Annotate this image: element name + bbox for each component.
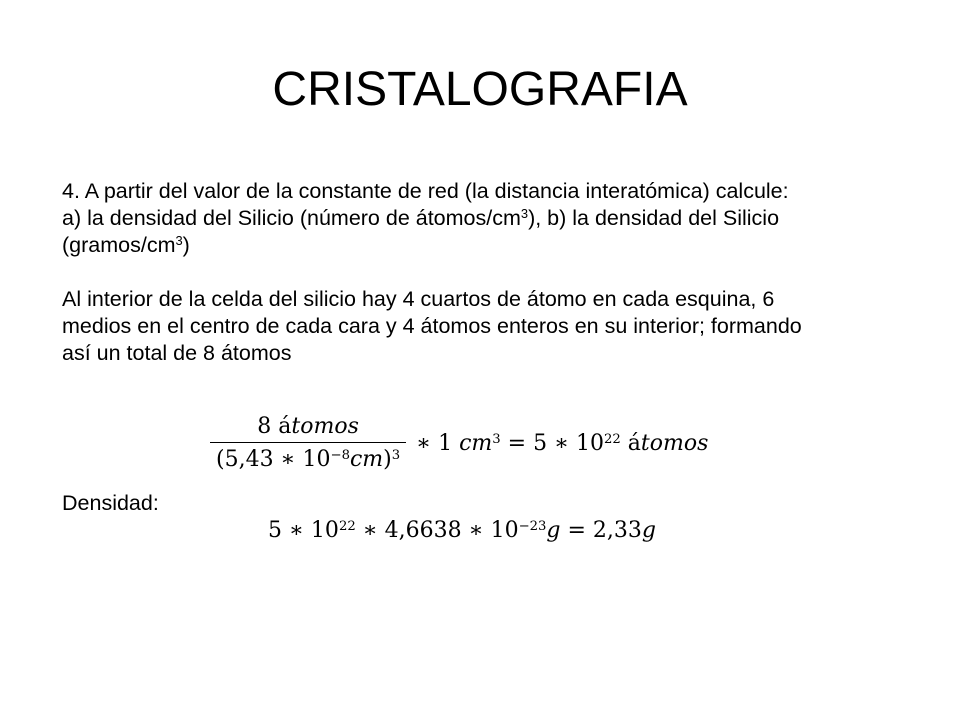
exponent: 3 [492,431,501,447]
mass-density-equation [268,518,656,543]
term: 5 ∗ 10 [268,518,339,543]
problem-statement [62,178,912,259]
multiply-term: ∗ 1 [416,430,460,456]
denominator-text: (5,43 ∗ 10 [216,447,331,472]
exponent: 22 [604,431,621,447]
explanation-paragraph [62,286,912,367]
exponent: −23 [518,518,547,534]
unit: g [641,518,657,543]
result-value: = 2,33 [560,518,642,543]
fraction [210,414,406,472]
result-word: tomos [640,430,709,456]
density-label: Densidad: [62,491,159,515]
denominator-close: ) [383,447,392,472]
denominator-unit: cm [349,447,384,472]
superscript: 3 [175,232,183,248]
unit: g [546,518,561,543]
result-text: á [620,430,641,456]
equals-term: = 5 ∗ 10 [500,430,605,456]
problem-line-1: 4. A partir del valor de la constante de red (la distancia interatómica) calcule: [62,179,789,203]
problem-line-3-text: (gramos/cm [62,233,176,257]
fraction-denominator [210,443,406,472]
fraction-numerator [251,414,365,442]
explanation-line-3: así un total de 8 átomos [62,341,292,365]
superscript: 3 [520,205,529,221]
explanation-line-1: Al interior de la celda del silicio hay 4 cuartos de átomo en cada esquina, 6 [62,287,775,311]
problem-line-2-text: a) la densidad del Silicio (número de átomos/cm [62,206,521,230]
slide-title: CRISTALOGRAFIA [272,63,688,116]
term: ∗ 4,6638 ∗ 10 [355,518,519,543]
atom-density-equation [210,410,708,476]
exponent: 22 [338,518,356,534]
problem-line-2-tail: ), b) la densidad del Silicio [528,206,780,230]
exponent: 3 [391,447,401,463]
problem-line-3-tail: ) [182,233,190,257]
equation-rhs [416,431,708,456]
problem-line-2 [62,205,912,232]
numerator-word: tomos [291,414,359,439]
explanation-line-2: medios en el centro de cada cara y 4 átomos enteros en su interior; formando [62,314,802,338]
numerator-text: 8 á [257,414,292,439]
exponent: −8 [330,447,350,463]
problem-line-3 [62,232,912,259]
unit: cm [459,430,493,456]
